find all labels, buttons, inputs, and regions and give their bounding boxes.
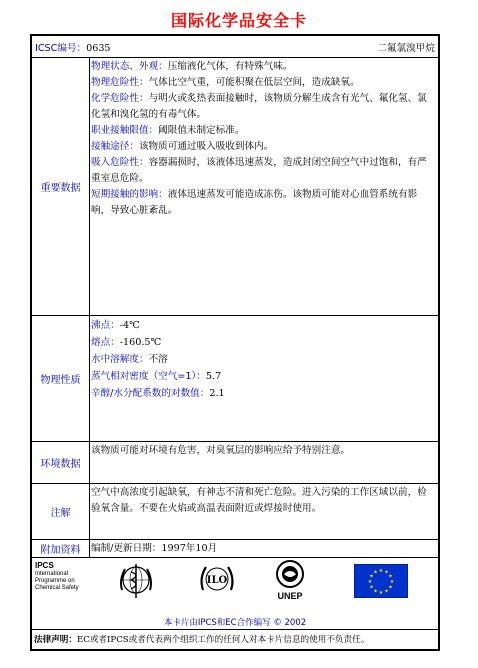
- important-item: 物理状态、外观：压缩液化气体，有特殊气味。: [91, 61, 293, 72]
- notes-label: 注解: [32, 484, 90, 539]
- disclaimer-text: EC或者IPCS或者代表两个组织工作的任何人对本卡片信息的使用不负责任。: [76, 635, 370, 645]
- environment-section: [32, 442, 438, 484]
- important-data-label: 重要数据: [32, 58, 90, 315]
- important-item: 接触途径：该物质可通过吸入吸收到体内。: [91, 141, 274, 152]
- svg-text:★: ★: [378, 590, 384, 596]
- property-item: 蒸气相对密度（空气=1）：5.7: [91, 371, 222, 382]
- physical-properties-content: [89, 316, 438, 402]
- svg-text:★: ★: [373, 569, 378, 576]
- notes-section: [32, 484, 438, 540]
- additional-info-section: [32, 540, 438, 558]
- important-item: 物理危险性：气体比空气重，可能积聚在低层空间，造成缺氧。: [91, 77, 360, 88]
- svg-text:★: ★: [388, 584, 393, 591]
- additional-info-text: 编制/更新日期：1997年10月: [91, 543, 218, 554]
- disclaimer: [32, 630, 438, 648]
- property-item: 水中溶解度：不溶: [91, 354, 168, 365]
- disclaimer-row: [32, 630, 438, 649]
- card-frame: [30, 34, 440, 651]
- additional-info-label: 附加资料: [32, 540, 90, 557]
- credit-line: 本卡片由IPCS和EC合作编写 © 2002: [163, 618, 307, 628]
- svg-text:★: ★: [378, 568, 384, 574]
- disclaimer-label: 法律声明：: [34, 635, 77, 645]
- property-item: 沸点：-4℃: [91, 320, 140, 331]
- important-item: 吸入危险性：容器漏损时，该液体迅速蒸发，造成封闭空间空气中过饱和，有严重室息危险。: [91, 157, 427, 184]
- svg-text:★: ★: [388, 573, 393, 580]
- important-data-section: [32, 58, 438, 316]
- property-item: 熔点：-160.5℃: [91, 337, 162, 348]
- svg-text:★: ★: [384, 588, 389, 595]
- who-emblem-icon: [116, 560, 156, 604]
- environment-label: 环境数据: [32, 442, 90, 483]
- important-data-content: [89, 58, 438, 219]
- physical-properties-section: [32, 316, 438, 442]
- environment-text: 该物质可能对环境有危害，对臭氧层的影响应给予特别注意。: [91, 445, 351, 456]
- svg-text:★: ★: [389, 579, 395, 585]
- icsc-number: [35, 40, 111, 54]
- card-title: 国际化学品安全卡: [170, 11, 307, 30]
- header-row: [32, 36, 438, 58]
- important-item: 职业接触限值：阈限值未制定标准。: [91, 125, 245, 136]
- icsc-label: ICSC编号：: [35, 42, 87, 54]
- substance-name: 二氟氯溴甲烷: [377, 42, 435, 54]
- unep-label: UNEP: [277, 591, 303, 601]
- svg-text:★: ★: [373, 588, 378, 595]
- ilo-emblem-icon: [197, 560, 237, 604]
- eu-flag-icon: [354, 564, 408, 598]
- important-item: 化学危险性：与明火或炙热表面接触时，该物质分解生成含有光气、氟化氢、氯化氢和溴化氢的有毒气体。: [91, 93, 427, 120]
- svg-text:★: ★: [367, 579, 373, 585]
- important-item: 短期接触的影响：液体迅速蒸发可能造成冻伤。该物质可能对心血管系统有影响，导致心脏紊乱。: [91, 189, 418, 216]
- svg-text:★: ★: [369, 584, 374, 591]
- svg-text:★: ★: [369, 573, 374, 580]
- ilo-text: ILO: [206, 575, 228, 586]
- logos-section: [32, 558, 438, 630]
- ipcs-logo: IPCS International Programme on Chemical Safety: [35, 561, 79, 591]
- notes-text: 空气中高浓度引起缺氧，有神志不清和死亡危险。进入污染的工作区域以前，检验氧含量。不要在火焰或高温表面附近或焊接时使用。: [91, 487, 427, 514]
- physical-properties-label: 物理性质: [32, 316, 90, 441]
- unep-emblem-icon: [272, 558, 308, 592]
- property-item: 辛醇/水分配系数的对数值：2.1: [91, 388, 225, 399]
- icsc-value: 0635: [86, 42, 111, 54]
- svg-text:★: ★: [384, 569, 389, 576]
